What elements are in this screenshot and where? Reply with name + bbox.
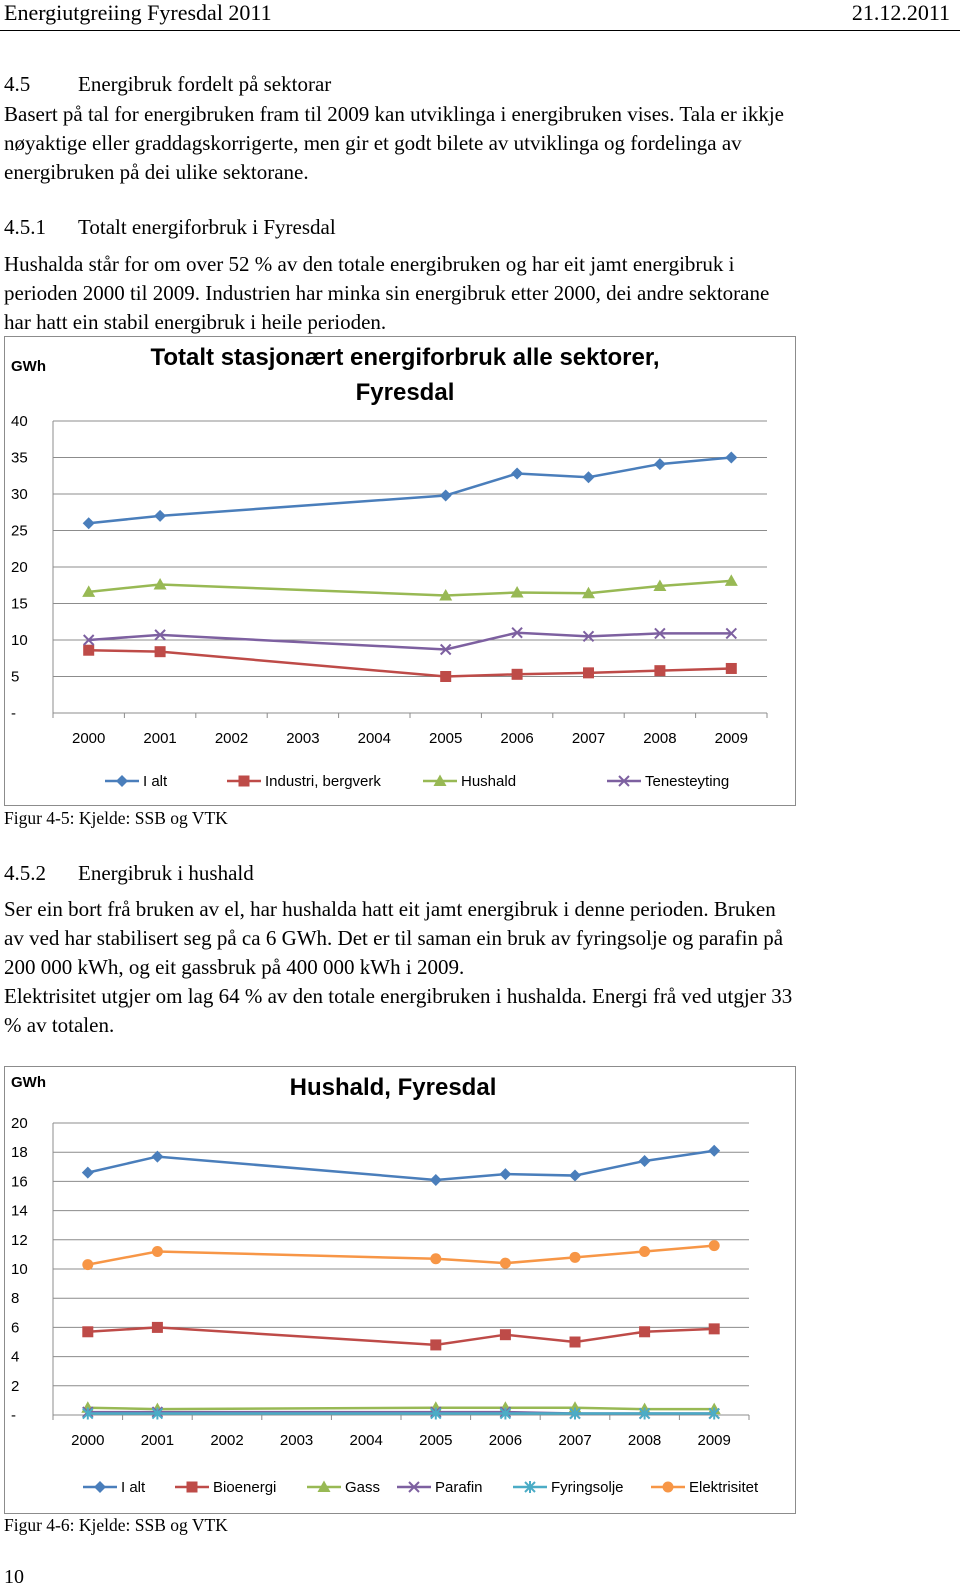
legend-label: I alt <box>143 773 168 790</box>
text-line: Ser ein bort frå bruken av el, har hushalda hatt eit jamt energibruk i denne perioden. Bruken <box>4 897 776 921</box>
legend-entry <box>83 1479 146 1496</box>
data-point <box>512 669 523 680</box>
y-tick-label: 12 <box>11 1231 28 1249</box>
data-point <box>82 1326 93 1337</box>
x-tick-label: 2005 <box>419 1432 453 1449</box>
section-4-5-text <box>4 100 949 187</box>
legend-marker <box>94 1481 106 1493</box>
chart-household-energy <box>4 1066 796 1514</box>
data-point <box>511 468 523 480</box>
text-line: Hushalda står for om over 52 % av den totale energibruken og har eit jamt energibruk i <box>4 252 735 276</box>
y-tick-label: 5 <box>11 668 20 686</box>
series-hushald <box>82 574 738 600</box>
x-tick-label: 2003 <box>279 1432 314 1449</box>
series-line <box>88 1408 714 1409</box>
y-tick-label: 2 <box>11 1377 20 1395</box>
data-point <box>654 458 666 470</box>
x-tick-label: 2007 <box>571 730 606 747</box>
legend-entry <box>651 1479 759 1496</box>
y-tick-label: 15 <box>11 595 28 613</box>
section-4-5-heading <box>4 72 331 97</box>
series-line <box>88 1327 714 1345</box>
y-tick-label: 14 <box>11 1202 28 1220</box>
chart-total-energy <box>4 336 796 806</box>
data-point <box>430 1253 441 1264</box>
x-tick-label: 2003 <box>286 730 320 747</box>
text-line: Elektrisitet utgjer om lag 64 % av den totale energibruken i hushalda. Energi frå ved utgjer 33 <box>4 984 793 1008</box>
x-tick-label: 2005 <box>429 730 463 747</box>
x-tick-label: 2009 <box>714 730 748 747</box>
data-point <box>583 471 595 483</box>
legend-marker <box>239 776 250 787</box>
text-line: energibruken på dei ulike sektorane. <box>4 160 309 184</box>
y-tick-label: 20 <box>11 559 28 576</box>
chart-title: Totalt stasjonært energiforbruk alle sektorer, <box>150 344 660 371</box>
data-point <box>83 645 94 656</box>
data-point <box>726 663 737 674</box>
section-number: 4.5.1 <box>4 215 46 239</box>
legend-label: Elektrisitet <box>689 1479 759 1496</box>
data-point <box>709 1240 720 1251</box>
legend-entry <box>397 1479 483 1496</box>
y-tick-label: 4 <box>11 1348 20 1366</box>
text-line: 200 000 kWh, og eit gassbruk på 400 000 kWh i 2009. <box>4 955 465 979</box>
y-tick-label: 20 <box>11 1115 28 1132</box>
section-4-5-2-text <box>4 895 949 1040</box>
data-point <box>155 646 166 657</box>
series-elektrisitet <box>82 1240 719 1270</box>
legend-marker <box>663 1482 674 1493</box>
x-tick-label: 2000 <box>71 1432 105 1449</box>
x-tick-label: 2007 <box>558 1432 592 1449</box>
x-tick-label: 2000 <box>72 730 106 747</box>
x-tick-label: 2006 <box>500 730 534 747</box>
x-tick-label: 2001 <box>143 730 177 747</box>
figure-caption: Figur 4-6: Kjelde: SSB og VTK <box>4 1515 228 1535</box>
x-tick-label: 2008 <box>643 730 677 747</box>
y-tick-label: 35 <box>11 449 28 467</box>
y-axis-unit-label: GWh <box>11 1074 46 1091</box>
series-line <box>89 581 732 596</box>
legend-label: Fyringsolje <box>551 1479 624 1496</box>
section-title: Energibruk fordelt på sektorar <box>78 72 332 96</box>
series-i-alt <box>82 1145 720 1186</box>
series-line <box>89 650 732 676</box>
data-point <box>569 1170 581 1182</box>
y-tick-label: 10 <box>11 1261 28 1278</box>
chart-total-energy-svg <box>5 337 795 805</box>
data-point <box>500 1258 511 1269</box>
series-line <box>88 1246 714 1265</box>
x-tick-label: 2001 <box>140 1432 175 1449</box>
y-tick-label: 30 <box>11 486 28 503</box>
header-date: 21.12.2011 <box>851 0 950 25</box>
section-number: 4.5 <box>4 72 31 96</box>
legend-label: Hushald <box>461 773 517 790</box>
y-tick-label: 18 <box>11 1144 28 1162</box>
data-point <box>82 1167 94 1179</box>
data-point <box>152 1322 163 1333</box>
chart-title: Fyresdal <box>355 379 455 406</box>
text-line: % av totalen. <box>4 1013 115 1037</box>
text-line: har hatt ein stabil energibruk i heile perioden. <box>4 310 387 334</box>
legend-entry <box>175 1479 276 1496</box>
data-point <box>440 489 452 501</box>
legend-label: Gass <box>345 1479 381 1496</box>
legend-entry <box>607 773 729 790</box>
series-line <box>88 1151 714 1180</box>
data-point <box>725 452 737 464</box>
y-tick-label: 8 <box>11 1290 20 1308</box>
data-point <box>430 1339 441 1350</box>
data-point <box>570 1252 581 1263</box>
header-rule <box>0 30 960 31</box>
legend-label: I alt <box>121 1479 146 1496</box>
header-title: Energiutgreiing Fyresdal 2011 <box>4 0 272 25</box>
data-point <box>570 1337 581 1348</box>
data-point <box>83 517 95 529</box>
text-line: Basert på tal for energibruken fram til 2009 kan utviklinga i energibruken vises. Tala er ikkje <box>4 102 784 126</box>
legend-marker <box>187 1482 198 1493</box>
y-tick-label: - <box>11 1407 16 1424</box>
y-axis-unit-label: GWh <box>11 358 46 375</box>
data-point <box>82 1259 93 1270</box>
text-line: nøyaktige eller graddagskorrigerte, men gir et godt bilete av utviklinga og fordelinga av <box>4 131 742 155</box>
data-point <box>583 667 594 678</box>
section-title: Energibruk i hushald <box>78 861 254 885</box>
data-point <box>154 510 166 522</box>
x-tick-label: 2008 <box>627 1432 662 1449</box>
data-point <box>499 1168 511 1180</box>
series-tenesteyting <box>84 628 737 655</box>
series-bioenergi <box>82 1322 719 1351</box>
page-number: 10 <box>4 1566 24 1588</box>
text-line: av ved har stabilisert seg på ca 6 GWh. Det er til saman ein bruk av fyringsolje og parafin på <box>4 926 784 950</box>
legend-label: Industri, bergverk <box>265 773 381 790</box>
legend-entry <box>105 773 168 790</box>
section-4-5-2-heading <box>4 861 254 886</box>
series-line <box>89 633 732 650</box>
section-4-5-1-text <box>4 250 949 337</box>
legend-label: Tenesteyting <box>645 773 730 790</box>
x-tick-label: 2004 <box>349 1432 383 1449</box>
legend-entry <box>423 773 516 790</box>
legend-marker <box>116 775 128 787</box>
x-tick-label: 2004 <box>357 730 391 747</box>
text-line: perioden 2000 til 2009. Industrien har minka sin energibruk etter 2000, dei andre sektorane <box>4 281 770 305</box>
data-point <box>708 1145 720 1157</box>
data-point <box>709 1323 720 1334</box>
data-point <box>639 1246 650 1257</box>
section-number: 4.5.2 <box>4 861 46 885</box>
data-point <box>440 671 451 682</box>
section-4-5-1-heading <box>4 215 336 240</box>
series-i-alt <box>83 452 738 530</box>
legend-entry <box>513 1479 624 1496</box>
legend-entry <box>227 773 381 790</box>
data-point <box>430 1174 442 1186</box>
legend-entry <box>307 1479 380 1496</box>
x-tick-label: 2002 <box>214 730 249 747</box>
y-tick-label: 16 <box>11 1173 28 1191</box>
figure-caption: Figur 4-5: Kjelde: SSB og VTK <box>4 808 228 828</box>
series-line <box>89 458 732 524</box>
legend-label: Bioenergi <box>213 1479 277 1496</box>
legend-label: Parafin <box>435 1479 483 1496</box>
y-tick-label: 40 <box>11 413 28 430</box>
x-tick-label: 2002 <box>210 1432 244 1449</box>
data-point <box>639 1326 650 1337</box>
data-point <box>654 665 665 676</box>
x-tick-label: 2009 <box>697 1432 731 1449</box>
section-title: Totalt energiforbruk i Fyresdal <box>78 215 336 239</box>
y-tick-label: 10 <box>11 632 28 649</box>
chart-title: Hushald, Fyresdal <box>289 1074 497 1101</box>
x-tick-label: 2006 <box>488 1432 523 1449</box>
y-tick-label: - <box>11 705 16 722</box>
data-point <box>152 1246 163 1257</box>
chart-household-energy-svg <box>5 1067 795 1513</box>
data-point <box>639 1155 651 1167</box>
y-tick-label: 6 <box>11 1319 20 1337</box>
y-tick-label: 25 <box>11 522 28 540</box>
data-point <box>500 1329 511 1340</box>
